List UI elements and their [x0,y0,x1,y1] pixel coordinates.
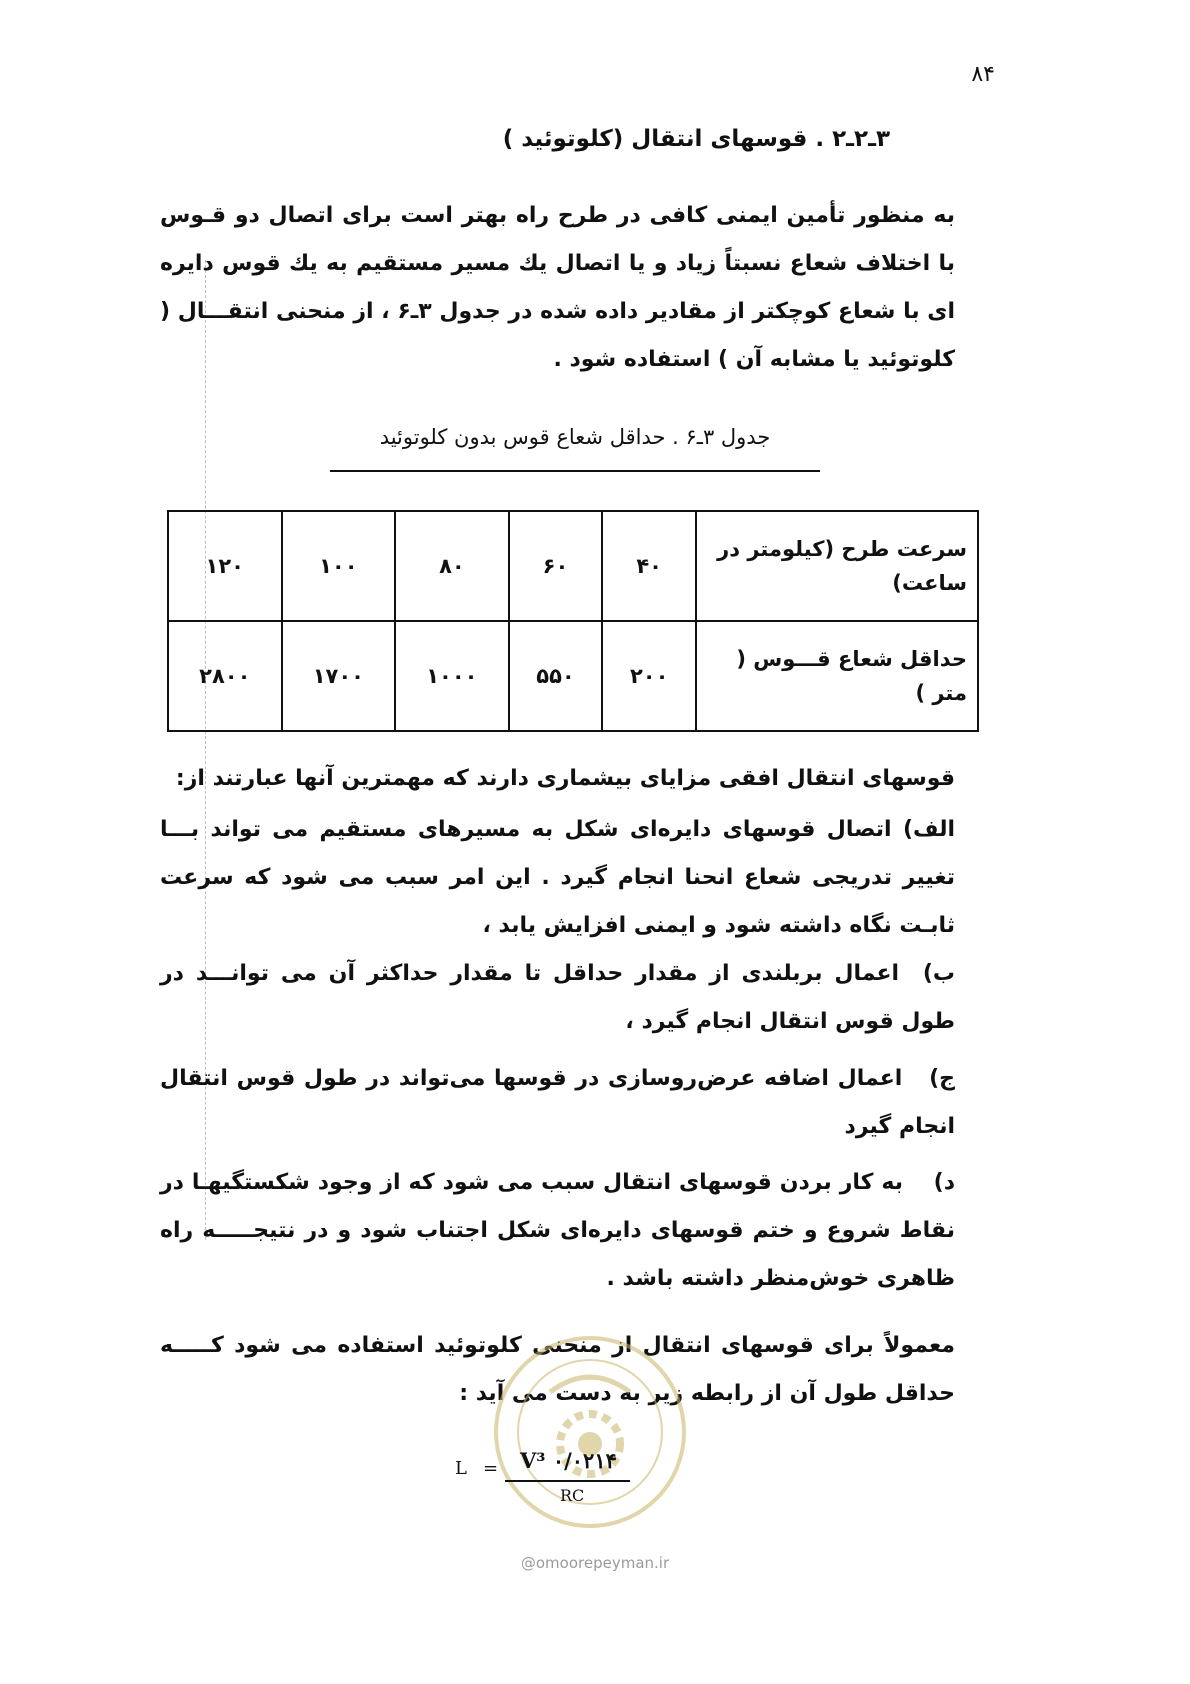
speed-cell: ۴۰ [602,511,696,621]
list-item-text: اتصال قوسهای دایره‌ای شکل به مسیرهای مستقیم می تواند بـــا تغییر تدریجی شعاع انحنا انجام گیرد . این امر سبب می شود که سرعت ثابـت نگاه داشته شود و ایمنی افزایش یابد ، [160,817,955,938]
list-item-marker: الف) [902,817,955,842]
list-item-text: اعمال بربلندی از مقدار حداقل تا مقدار حداکثر آن می توانـــد در طول قوس انتقال انجام گیرد ، [160,961,955,1034]
formula-denominator: RC [560,1486,585,1505]
speed-cell: ۶۰ [509,511,603,621]
speed-cell: ۱۰۰ [282,511,396,621]
formula-lhs: L [455,1458,467,1479]
radius-cell: ۵۵۰ [509,621,603,731]
list-item-text: به کار بردن قوسهای انتقال سبب می شود که از وجود شکستگیهـا در نقاط شروع و ختم قوسهای دایره‌ای شکل اجتناب شود و در نتیجـــــه راه ظاهری خوش‌منظر داشته باشد . [160,1170,955,1291]
formula-numerator: ۰/۰۲۱۴ V³ [520,1448,617,1473]
row-header-speed: سرعت طرح (کیلومتر در ساعت) [696,511,978,621]
section-heading: ۳ـ۲ـ۲ . قوسهای انتقال (کلوتوئید ) [502,126,890,152]
speed-cell: ۸۰ [395,511,509,621]
page-number: ۸۴ [971,62,995,87]
radius-cell: ۲۸۰۰ [168,621,282,731]
table-row-speed [168,511,978,621]
clothoid-length-formula [445,1440,685,1520]
min-radius-table [167,510,979,732]
radius-cell: ۱۰۰۰ [395,621,509,731]
list-item-text: اعمال اضافه عرض‌روسازی در قوسها می‌تواند در طول قوس انتقال انجام گیرد [160,1066,955,1139]
row-header-radius: حداقل شعاع قـــوس ( متر ) [696,621,978,731]
closing-paragraph: معمولاً برای قوسهای انتقال از منحنی کلوتوئید استفاده می شود کـــــه حداقل طول آن از رابطه زیر به دست می آید : [160,1333,955,1406]
advantages-intro: قوسهای انتقال افقی مزایای بیشماری دارند که مهمترین آنها عبارتند از: [175,766,955,791]
table-title: جدول ۳ـ۶ . حداقل شعاع قوس بدون کلوتوئید [379,425,771,449]
table-row-radius [168,621,978,731]
list-item-marker: ب) [922,961,955,986]
watermark-text: @omoorepeyman.ir [520,1554,670,1572]
list-item [160,1055,955,1151]
list-item-marker: د) [933,1170,955,1195]
table-title-underline [330,470,820,472]
formula-fraction-bar [505,1480,630,1482]
formula-equals: = [483,1458,499,1479]
intro-paragraph: به منظور تأمین ایمنی کافی در طرح راه بهتر است برای اتصال دو قـوس با اختلاف شعاع نسبتاً زیاد و یا اتصال یك مسیر مستقیم به یك قوس دایره ای با شعاع کوچکتر از مقادیر داده شده در جدول ۳ـ۶ ، از منحنی انتقـــال ( کلوتوئید یا مشابه آن ) استفاده شود . [160,203,955,372]
list-item [160,1159,955,1303]
speed-cell: ۱۲۰ [168,511,282,621]
list-item [160,806,955,950]
radius-cell: ۱۷۰۰ [282,621,396,731]
list-item-marker: ج) [929,1066,956,1091]
list-item [160,950,955,1046]
radius-cell: ۲۰۰ [602,621,696,731]
